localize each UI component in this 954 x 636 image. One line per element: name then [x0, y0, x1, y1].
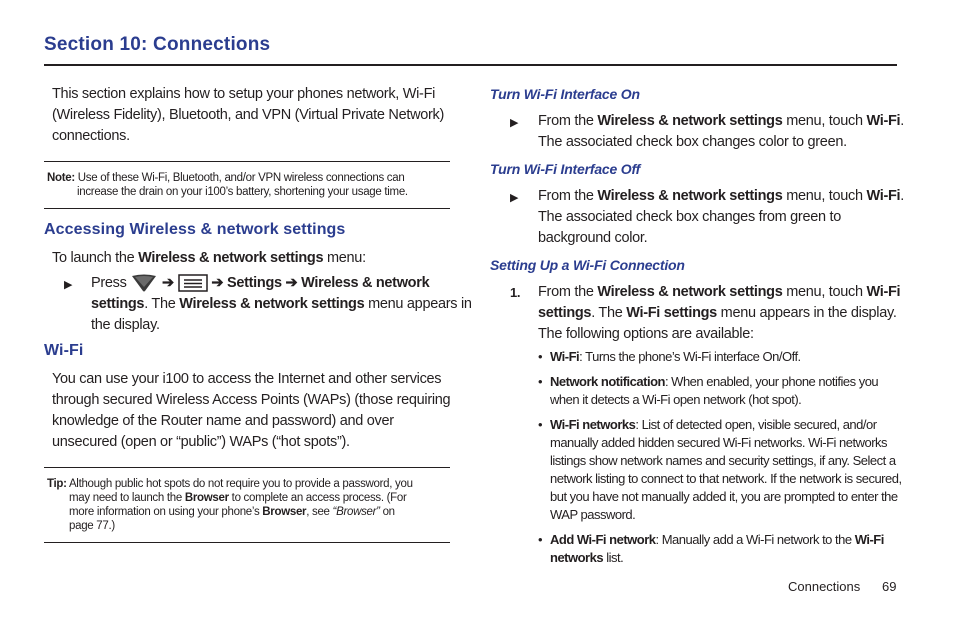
launch-instruction: To launch the Wireless & network settings menu:	[52, 250, 366, 266]
step-number: 1.	[510, 285, 521, 300]
wifi-line: knowledge of the Router name and password) and over	[52, 413, 394, 429]
footer-section: Connections	[788, 579, 861, 594]
heading-accessing-wireless: Accessing Wireless & network settings	[44, 221, 346, 238]
note-text: Use of these Wi-Fi, Bluetooth, and/or VPN wireless connections can	[77, 172, 405, 184]
option-add-wifi-network-cont: networks list.	[550, 550, 624, 565]
option-wifi-networks-cont: manually added hidden secured Wi-Fi networks. Wi-Fi networks	[550, 435, 888, 450]
setup-step: From the Wireless & network settings menu, touch Wi-Fi	[538, 284, 901, 300]
turn-off-step-cont: background color.	[538, 230, 648, 246]
tip-label: Tip:	[47, 478, 67, 490]
triangle-bullet-icon: ▶	[510, 117, 519, 129]
note-text: increase the drain on your i100’s battery, shortening your usage time.	[77, 186, 408, 198]
note-label: Note:	[47, 172, 75, 184]
menu-key-icon	[130, 273, 158, 293]
intro-line: (Wireless Fidelity), Bluetooth, and VPN (Virtual Private Network)	[52, 107, 445, 123]
wifi-line: You can use your i100 to access the Internet and other services	[52, 371, 442, 387]
press-step: Press ➔ ➔ Settings ➔ Wireless & network	[91, 273, 429, 294]
right-arrow-icon: ➔	[211, 275, 224, 291]
tip-text: Although public hot spots do not require you to provide a password, you	[68, 478, 413, 490]
tip-text: page 77.)	[69, 520, 115, 532]
tip-text: more information on using your phone’s Browser, see “Browser” on	[69, 506, 395, 518]
option-network-notification-cont: when it detects a Wi-Fi open network (hot spot).	[550, 392, 802, 407]
bullet-dot: •	[538, 417, 543, 432]
tip-box	[44, 467, 450, 543]
bullet-dot: •	[538, 374, 543, 389]
footer-page-number: 69	[882, 579, 897, 594]
section-title: Section 10: Connections	[44, 34, 271, 55]
option-wifi-networks-cont: listings show network names and security settings, if any. Select a	[550, 453, 896, 468]
menu-list-icon	[178, 274, 208, 292]
bullet-dot: •	[538, 349, 543, 364]
option-wifi: Wi-Fi: Turns the phone’s Wi-Fi interface On/Off.	[550, 349, 801, 364]
option-wifi-networks-cont: WAP password.	[550, 507, 636, 522]
turn-off-step-cont: The associated check box changes from green to	[538, 209, 841, 225]
heading-turn-wifi-on: Turn Wi-Fi Interface On	[490, 86, 640, 102]
turn-off-step: From the Wireless & network settings menu, touch Wi-Fi.	[538, 188, 905, 204]
turn-on-step-cont: The associated check box changes color to green.	[538, 134, 847, 150]
bullet-dot: •	[538, 532, 543, 547]
heading-turn-wifi-off: Turn Wi-Fi Interface Off	[490, 161, 641, 177]
triangle-bullet-icon: ▶	[64, 279, 73, 291]
option-wifi-networks: Wi-Fi networks: List of detected open, visible secured, and/or	[550, 417, 877, 432]
title-rule	[44, 64, 897, 66]
note-box	[44, 161, 450, 209]
option-wifi-networks-cont: network listing to connect to that network. If the network is secured,	[550, 471, 902, 486]
option-network-notification: Network notification: When enabled, your phone notifies you	[550, 374, 879, 389]
right-arrow-icon: ➔	[162, 275, 174, 291]
intro-line: connections.	[52, 128, 130, 144]
tip-text: may need to launch the Browser to complete an access process. (For	[69, 492, 407, 504]
wifi-line: through secured Wireless Access Points (WAPs) (those requiring	[52, 392, 451, 408]
press-step-cont: settings. The Wireless & network settings menu appears in	[91, 296, 472, 312]
heading-wifi: Wi-Fi	[44, 342, 84, 359]
triangle-bullet-icon: ▶	[510, 192, 519, 204]
intro-line: This section explains how to setup your phones network, Wi-Fi	[52, 86, 436, 102]
heading-setting-up-wifi: Setting Up a Wi-Fi Connection	[490, 257, 685, 273]
option-wifi-networks-cont: but you have not manually added it, you are prompted to enter the	[550, 489, 898, 504]
wifi-line: unsecured (open or “public”) WAPs (“hot spots”).	[52, 434, 350, 450]
option-add-wifi-network: Add Wi-Fi network: Manually add a Wi-Fi network to the Wi-Fi	[550, 532, 884, 547]
setup-step-cont: The following options are available:	[538, 326, 754, 342]
press-step-cont: the display.	[91, 317, 160, 333]
turn-on-step: From the Wireless & network settings menu, touch Wi-Fi.	[538, 113, 905, 129]
setup-step-cont: settings. The Wi-Fi settings menu appears in the display.	[538, 305, 897, 321]
